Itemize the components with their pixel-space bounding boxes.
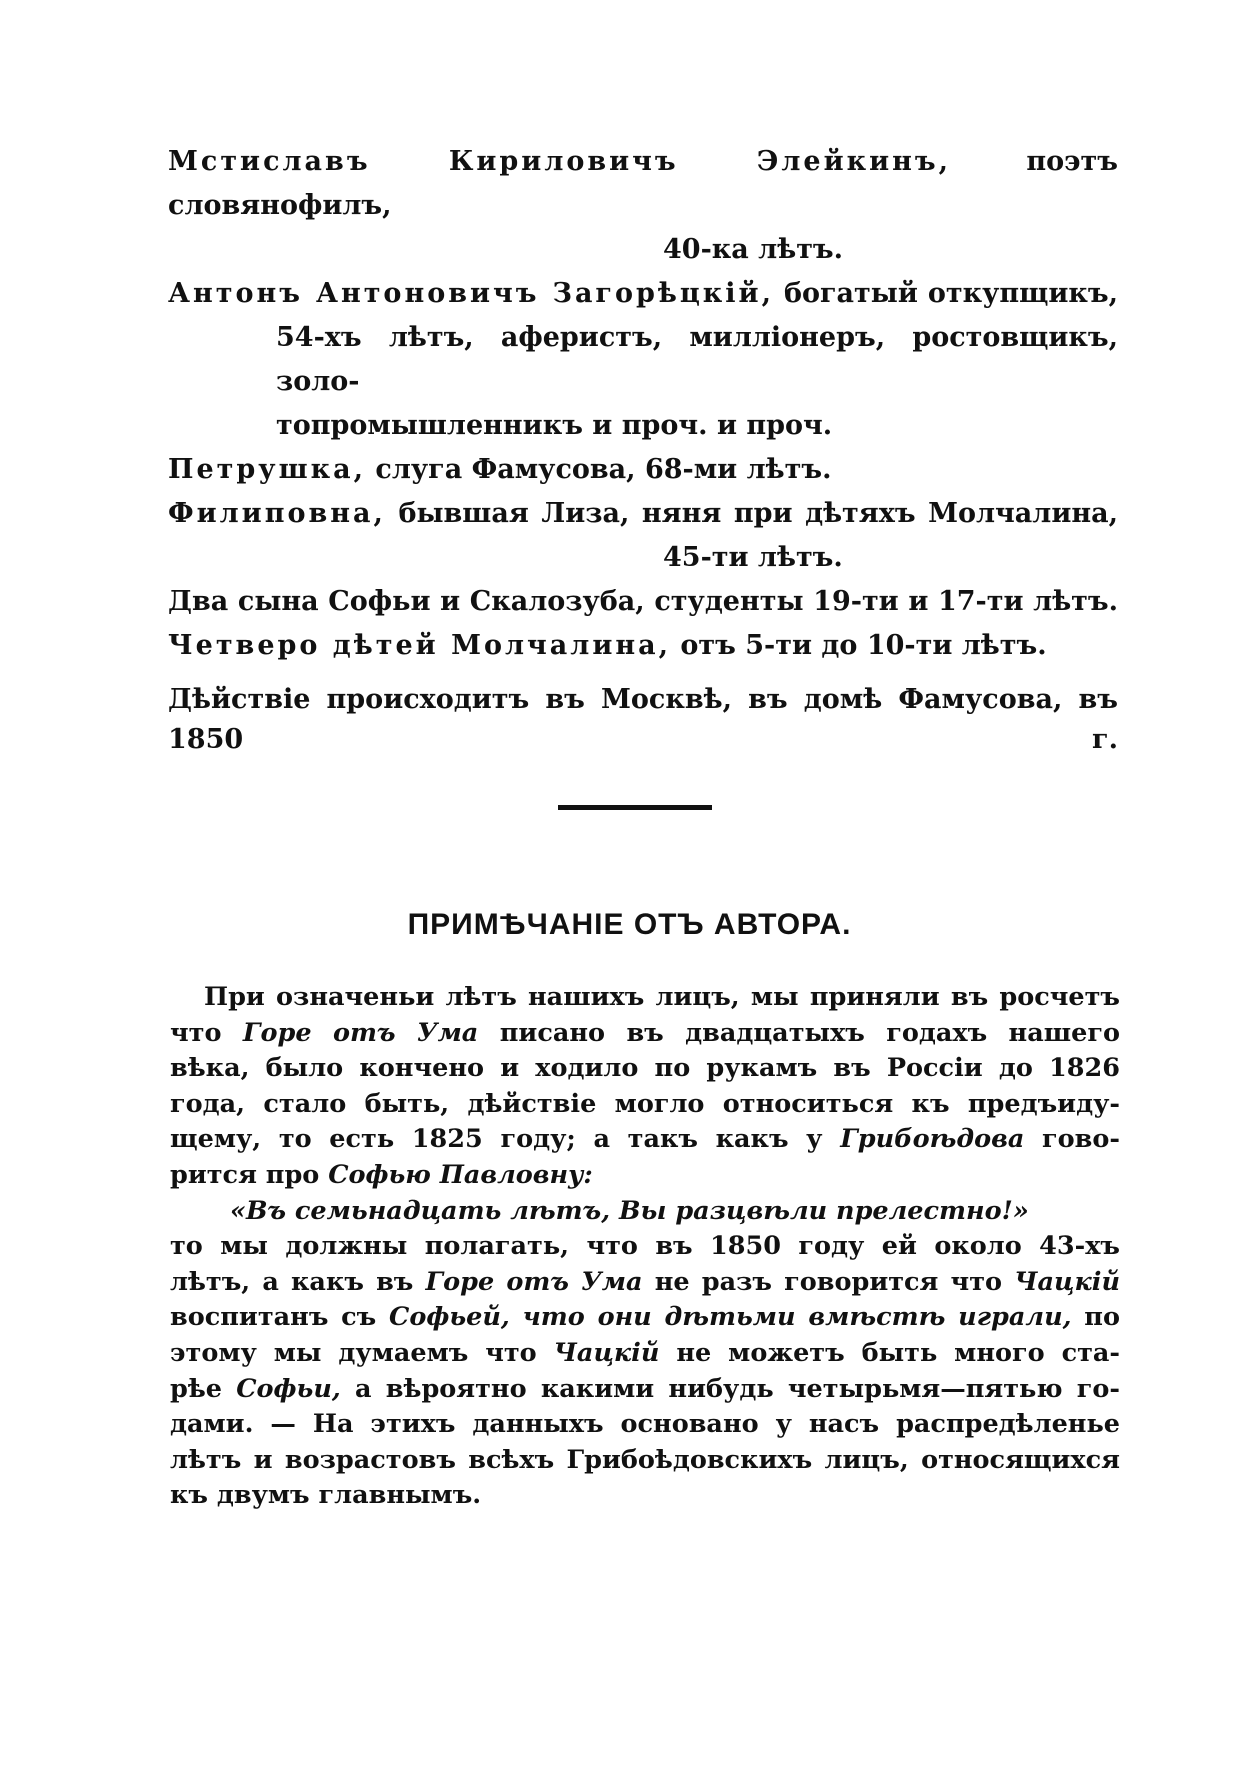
- divider-rule: [558, 805, 712, 810]
- note-line: [170, 1158, 1120, 1194]
- note-text: рѣе: [170, 1373, 222, 1404]
- note-line: лѣтъ и возрастовъ всѣхъ Грибоѣдовскихъ лицъ, относящихся: [170, 1444, 1120, 1475]
- cast-entry-sons: [168, 580, 1118, 624]
- note-line: [170, 1122, 1120, 1158]
- note-text: не разъ говорится что: [654, 1266, 1003, 1297]
- note-title: ПРИМѢЧАНІЕ ОТЪ АВТОРА.: [407, 908, 852, 941]
- cast-desc-line: топромышленникъ и проч. и проч.: [276, 410, 833, 441]
- note-text: а вѣроятно какими нибудь четырьмя—пятью го-: [355, 1373, 1120, 1404]
- note-text: щему, то есть 1825 году; а такъ какъ у: [170, 1124, 823, 1155]
- note-line: [170, 1336, 1120, 1372]
- note-italic: Горе отъ Ума: [425, 1266, 643, 1297]
- note-text: воспитанъ съ: [170, 1302, 377, 1333]
- note-italic: Софьей, что они дѣтьми вмѣстѣ играли,: [389, 1302, 1072, 1333]
- cast-entry-filipovna: [168, 492, 1118, 536]
- cast-name: Филиповна,: [168, 498, 386, 529]
- cast-desc-line: 54-хъ лѣтъ, аферистъ, милліонеръ, ростовщикъ, золо-: [276, 322, 1118, 397]
- note-italic: Чацкій: [553, 1337, 660, 1368]
- note-line: дами. — На этихъ данныхъ основано у насъ распредѣленье: [170, 1409, 1120, 1440]
- note-text: этому мы думаемъ что: [170, 1337, 537, 1368]
- note-text: писано въ двадцатыхъ годахъ нашего: [499, 1017, 1120, 1048]
- note-line: вѣка, было кончено и ходило по рукамъ въ Россіи до 1826: [170, 1053, 1120, 1084]
- cast-desc: отъ 5-ти до 10-ти лѣтъ.: [680, 630, 1047, 661]
- note-italic: «Въ семьнадцать лѣтъ, Вы разцвѣли прелестно!»: [230, 1195, 1029, 1226]
- cast-name: Два сына Софьи и Скалозуба,: [168, 586, 645, 617]
- note-italic: Чацкій: [1014, 1266, 1120, 1297]
- cast-age: 40-ка лѣтъ.: [663, 234, 844, 265]
- cast-name: Петрушка,: [168, 454, 366, 485]
- cast-entry-petrushka: [168, 448, 1118, 492]
- note-italic: Горе отъ Ума: [242, 1017, 479, 1048]
- note-line: года, стало быть, дѣйствіе могло относиться къ предъиду-: [170, 1088, 1120, 1119]
- cast-age: 45-ти лѣтъ.: [663, 542, 843, 573]
- note-italic: Софьи,: [236, 1373, 341, 1404]
- cast-desc: слуга Фамусова, 68-ми лѣтъ.: [375, 454, 832, 485]
- cast-entry-zagoretsky: [168, 272, 1118, 316]
- note-quote: [170, 1194, 1120, 1230]
- note-text: лѣтъ, а какъ въ: [170, 1266, 414, 1297]
- note-line: [170, 1300, 1120, 1336]
- note-line: [170, 1016, 1120, 1052]
- note-text: не можетъ быть много ста-: [676, 1337, 1121, 1368]
- note-text: рится про: [170, 1159, 320, 1190]
- cast-desc: бывшая Лиза, няня при дѣтяхъ Молчалина,: [398, 498, 1119, 529]
- note-text: по: [1084, 1302, 1120, 1333]
- cast-desc: студенты 19-ти и 17-ти лѣтъ.: [654, 586, 1119, 617]
- cast-name: Мстиславъ Кириловичъ Элейкинъ,: [168, 146, 952, 177]
- cast-desc: поэтъ словянофилъ,: [168, 146, 1118, 221]
- cast-desc: богатый откупщикъ,: [783, 278, 1118, 309]
- cast-entry-children: [168, 624, 1118, 668]
- note-line: [170, 1265, 1120, 1301]
- note-line: При означеньи лѣтъ нашихъ лицъ, мы приняли въ росчетъ: [204, 982, 1120, 1012]
- author-note: [170, 980, 1120, 1514]
- note-italic: Грибоѣдова: [840, 1124, 1025, 1155]
- cast-name: Четверо дѣтей Молчалина,: [168, 630, 672, 661]
- cast-list: [168, 140, 1118, 668]
- note-italic: Софью Павловну:: [328, 1159, 593, 1190]
- setting-line: Дѣйствіе происходитъ въ Москвѣ, въ домѣ Фамусова, въ 1850 г.: [168, 684, 1118, 755]
- note-text: гово-: [1042, 1124, 1120, 1155]
- note-text: что: [170, 1017, 222, 1048]
- note-line: то мы должны полагать, что въ 1850 году ей около 43-хъ: [170, 1231, 1120, 1262]
- note-line: къ двумъ главнымъ.: [170, 1480, 482, 1511]
- cast-name: Антонъ Антоновичъ Загорѣцкій,: [168, 278, 774, 309]
- cast-entry-elekin: [168, 140, 1118, 228]
- note-line: [170, 1372, 1120, 1408]
